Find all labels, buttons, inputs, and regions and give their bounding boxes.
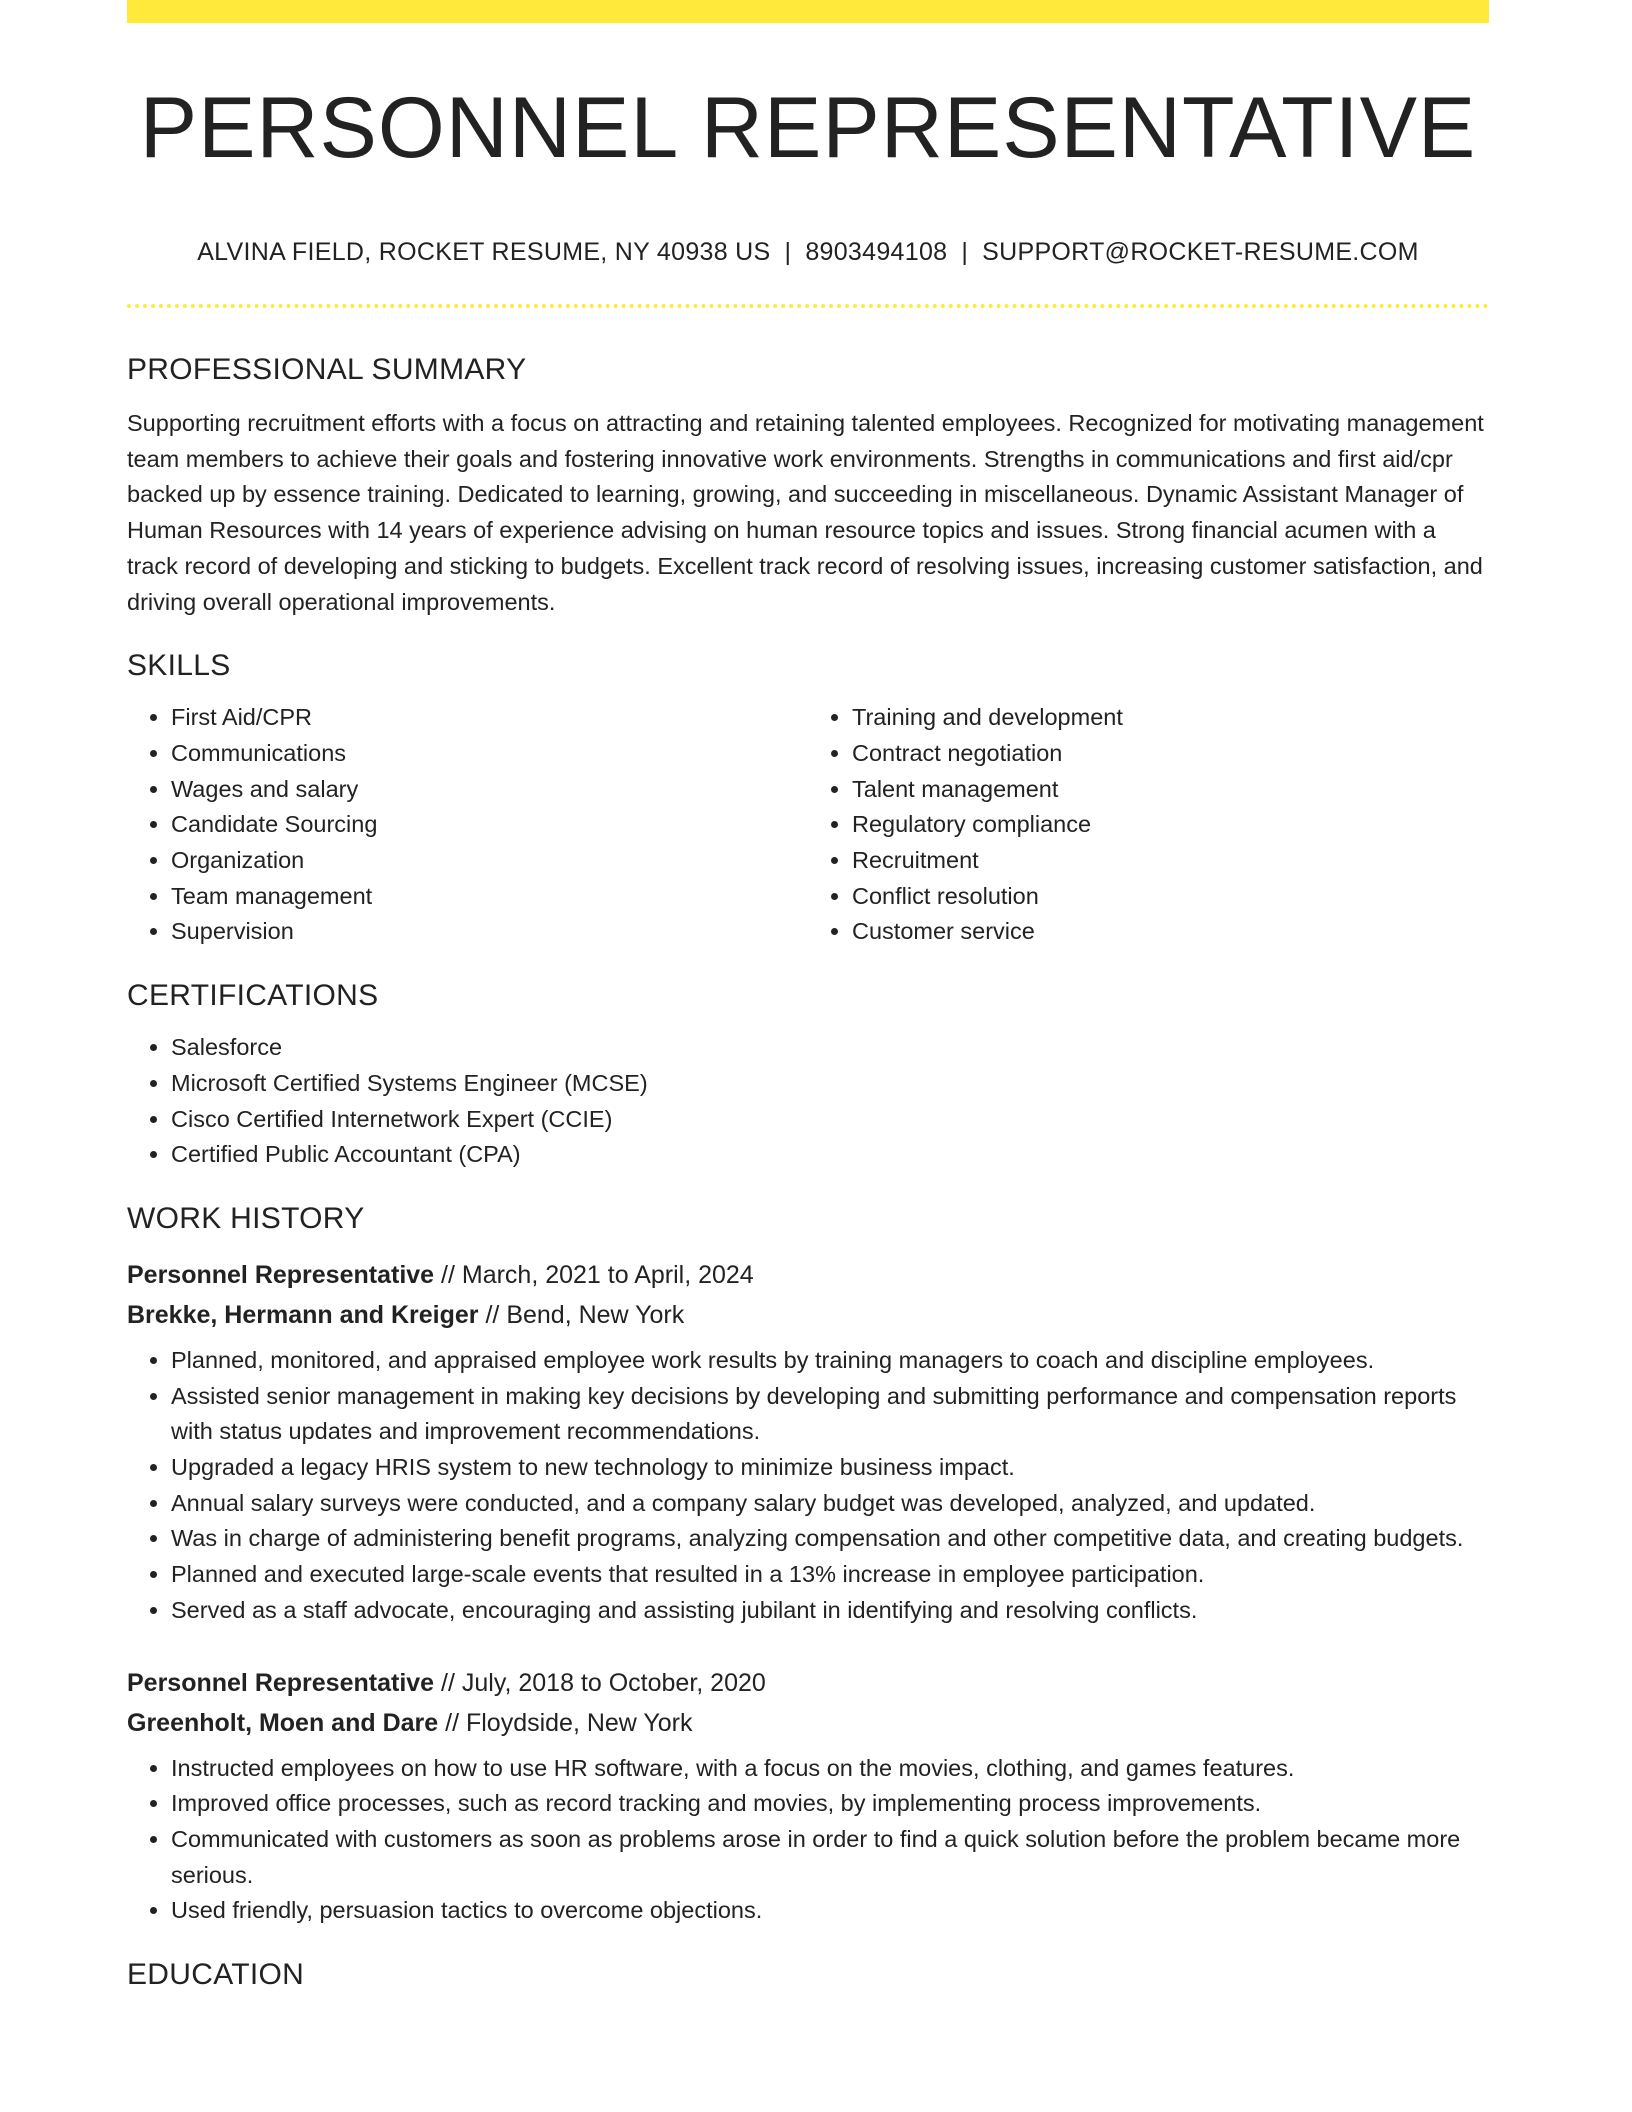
job-bullet: • Was in charge of administering benefit programs, analyzing compensation and other competitive data, and creating budgets. <box>171 1521 1489 1557</box>
job-company: Brekke, Hermann and Kreiger <box>127 1300 479 1329</box>
skill-item: • Communications <box>171 736 808 772</box>
certification-item: • Salesforce <box>171 1030 1489 1066</box>
job-bullet: • Assisted senior management in making key decisions by developing and submitting performance and compensation reports with status updates and improvement recommendations. <box>171 1379 1489 1450</box>
job-bullet: • Communicated with customers as soon as problems arose in order to find a quick solution before the problem became more serious. <box>171 1822 1489 1893</box>
job-company-line <box>127 1703 1489 1743</box>
work-history-section <box>127 1199 1489 1929</box>
skills-list-right <box>808 700 1489 950</box>
contact-line <box>127 236 1489 268</box>
skill-item: • Supervision <box>171 914 808 950</box>
skills-section <box>127 646 1489 950</box>
resume-title: PERSONNEL REPRESENTATIVE <box>139 80 1477 176</box>
job-bullet: • Planned and executed large-scale events that resulted in a 13% increase in employee participation. <box>171 1557 1489 1593</box>
job-bullet: • Instructed employees on how to use HR software, with a focus on the movies, clothing, and games features. <box>171 1751 1489 1787</box>
contact-email: SUPPORT@ROCKET-RESUME.COM <box>982 238 1419 266</box>
job-title-line <box>127 1255 1489 1295</box>
work-history-heading: WORK HISTORY <box>127 1201 365 1235</box>
summary-section <box>127 350 1489 620</box>
contact-separator: | <box>784 238 792 266</box>
certification-item: • Microsoft Certified Systems Engineer (MCSE) <box>171 1066 1489 1102</box>
skill-item: • Customer service <box>852 914 1489 950</box>
job-bullet: • Improved office processes, such as record tracking and movies, by implementing process improvements. <box>171 1786 1489 1822</box>
certifications-section <box>127 976 1489 1173</box>
skill-item: • Wages and salary <box>171 772 808 808</box>
skill-item: • Recruitment <box>852 843 1489 879</box>
contact-separator: | <box>961 238 969 266</box>
job-location: // Bend, New York <box>485 1300 685 1329</box>
job-bullet: • Upgraded a legacy HRIS system to new technology to minimize business impact. <box>171 1450 1489 1486</box>
resume-body <box>127 350 1489 1995</box>
skill-item: • Contract negotiation <box>852 736 1489 772</box>
job-location: // Floydside, New York <box>445 1708 693 1737</box>
dotted-divider <box>127 304 1489 308</box>
skill-item: • Training and development <box>852 700 1489 736</box>
certification-item: • Certified Public Accountant (CPA) <box>171 1137 1489 1173</box>
job-bullet: • Used friendly, persuasion tactics to overcome objections. <box>171 1893 1489 1929</box>
skill-item: • Regulatory compliance <box>852 807 1489 843</box>
skill-item: • First Aid/CPR <box>171 700 808 736</box>
job-bullets <box>127 1343 1489 1629</box>
job-title: Personnel Representative <box>127 1668 435 1697</box>
education-section <box>127 1955 1489 1995</box>
summary-text: Supporting recruitment efforts with a focus on attracting and retaining talented employees. Recognized for motivating management team members to achieve their goals and fostering innovative work environments. Strengths in communications and first aid/cpr backed up by essence training. Dedicated to learning, growing, and succeeding in miscellaneous. Dynamic Assistant Manager of Human Resources with 14 years of experience advising on human resource topics and issues. Strong financial acumen with a track record of developing and sticking to budgets. Excellent track record of resolving issues, increasing customer satisfaction, and driving overall operational improvements. <box>127 410 1484 615</box>
skill-item: • Conflict resolution <box>852 879 1489 915</box>
job-dates: // July, 2018 to October, 2020 <box>441 1668 766 1697</box>
job-bullet: • Planned, monitored, and appraised employee work results by training managers to coach and discipline employees. <box>171 1343 1489 1379</box>
job-dates: // March, 2021 to April, 2024 <box>441 1260 754 1289</box>
job-title: Personnel Representative <box>127 1260 435 1289</box>
skill-item: • Organization <box>171 843 808 879</box>
job-bullet: • Served as a staff advocate, encouraging and assisting jubilant in identifying and resolving conflicts. <box>171 1593 1489 1629</box>
job-bullet: • Annual salary surveys were conducted, and a company salary budget was developed, analyzed, and updated. <box>171 1486 1489 1522</box>
summary-heading: PROFESSIONAL SUMMARY <box>127 353 527 386</box>
certification-item: • Cisco Certified Internetwork Expert (CCIE) <box>171 1102 1489 1138</box>
job-company-line <box>127 1295 1489 1335</box>
skills-list-left <box>127 700 808 950</box>
skills-columns <box>127 686 1489 950</box>
job-bullets <box>127 1751 1489 1930</box>
contact-address: ALVINA FIELD, ROCKET RESUME, NY 40938 US <box>197 238 771 266</box>
contact-phone: 8903494108 <box>805 238 948 266</box>
skill-item: • Talent management <box>852 772 1489 808</box>
skill-item: • Team management <box>171 879 808 915</box>
job-title-line <box>127 1663 1489 1703</box>
job-entry <box>127 1255 1489 1629</box>
job-entry <box>127 1663 1489 1930</box>
accent-top-bar <box>127 0 1489 23</box>
job-company: Greenholt, Moen and Dare <box>127 1708 439 1737</box>
skill-item: • Candidate Sourcing <box>171 807 808 843</box>
certifications-heading: CERTIFICATIONS <box>127 979 379 1013</box>
education-heading: EDUCATION <box>127 1958 305 1992</box>
certifications-list <box>127 1030 1489 1173</box>
skills-heading: SKILLS <box>127 649 231 683</box>
